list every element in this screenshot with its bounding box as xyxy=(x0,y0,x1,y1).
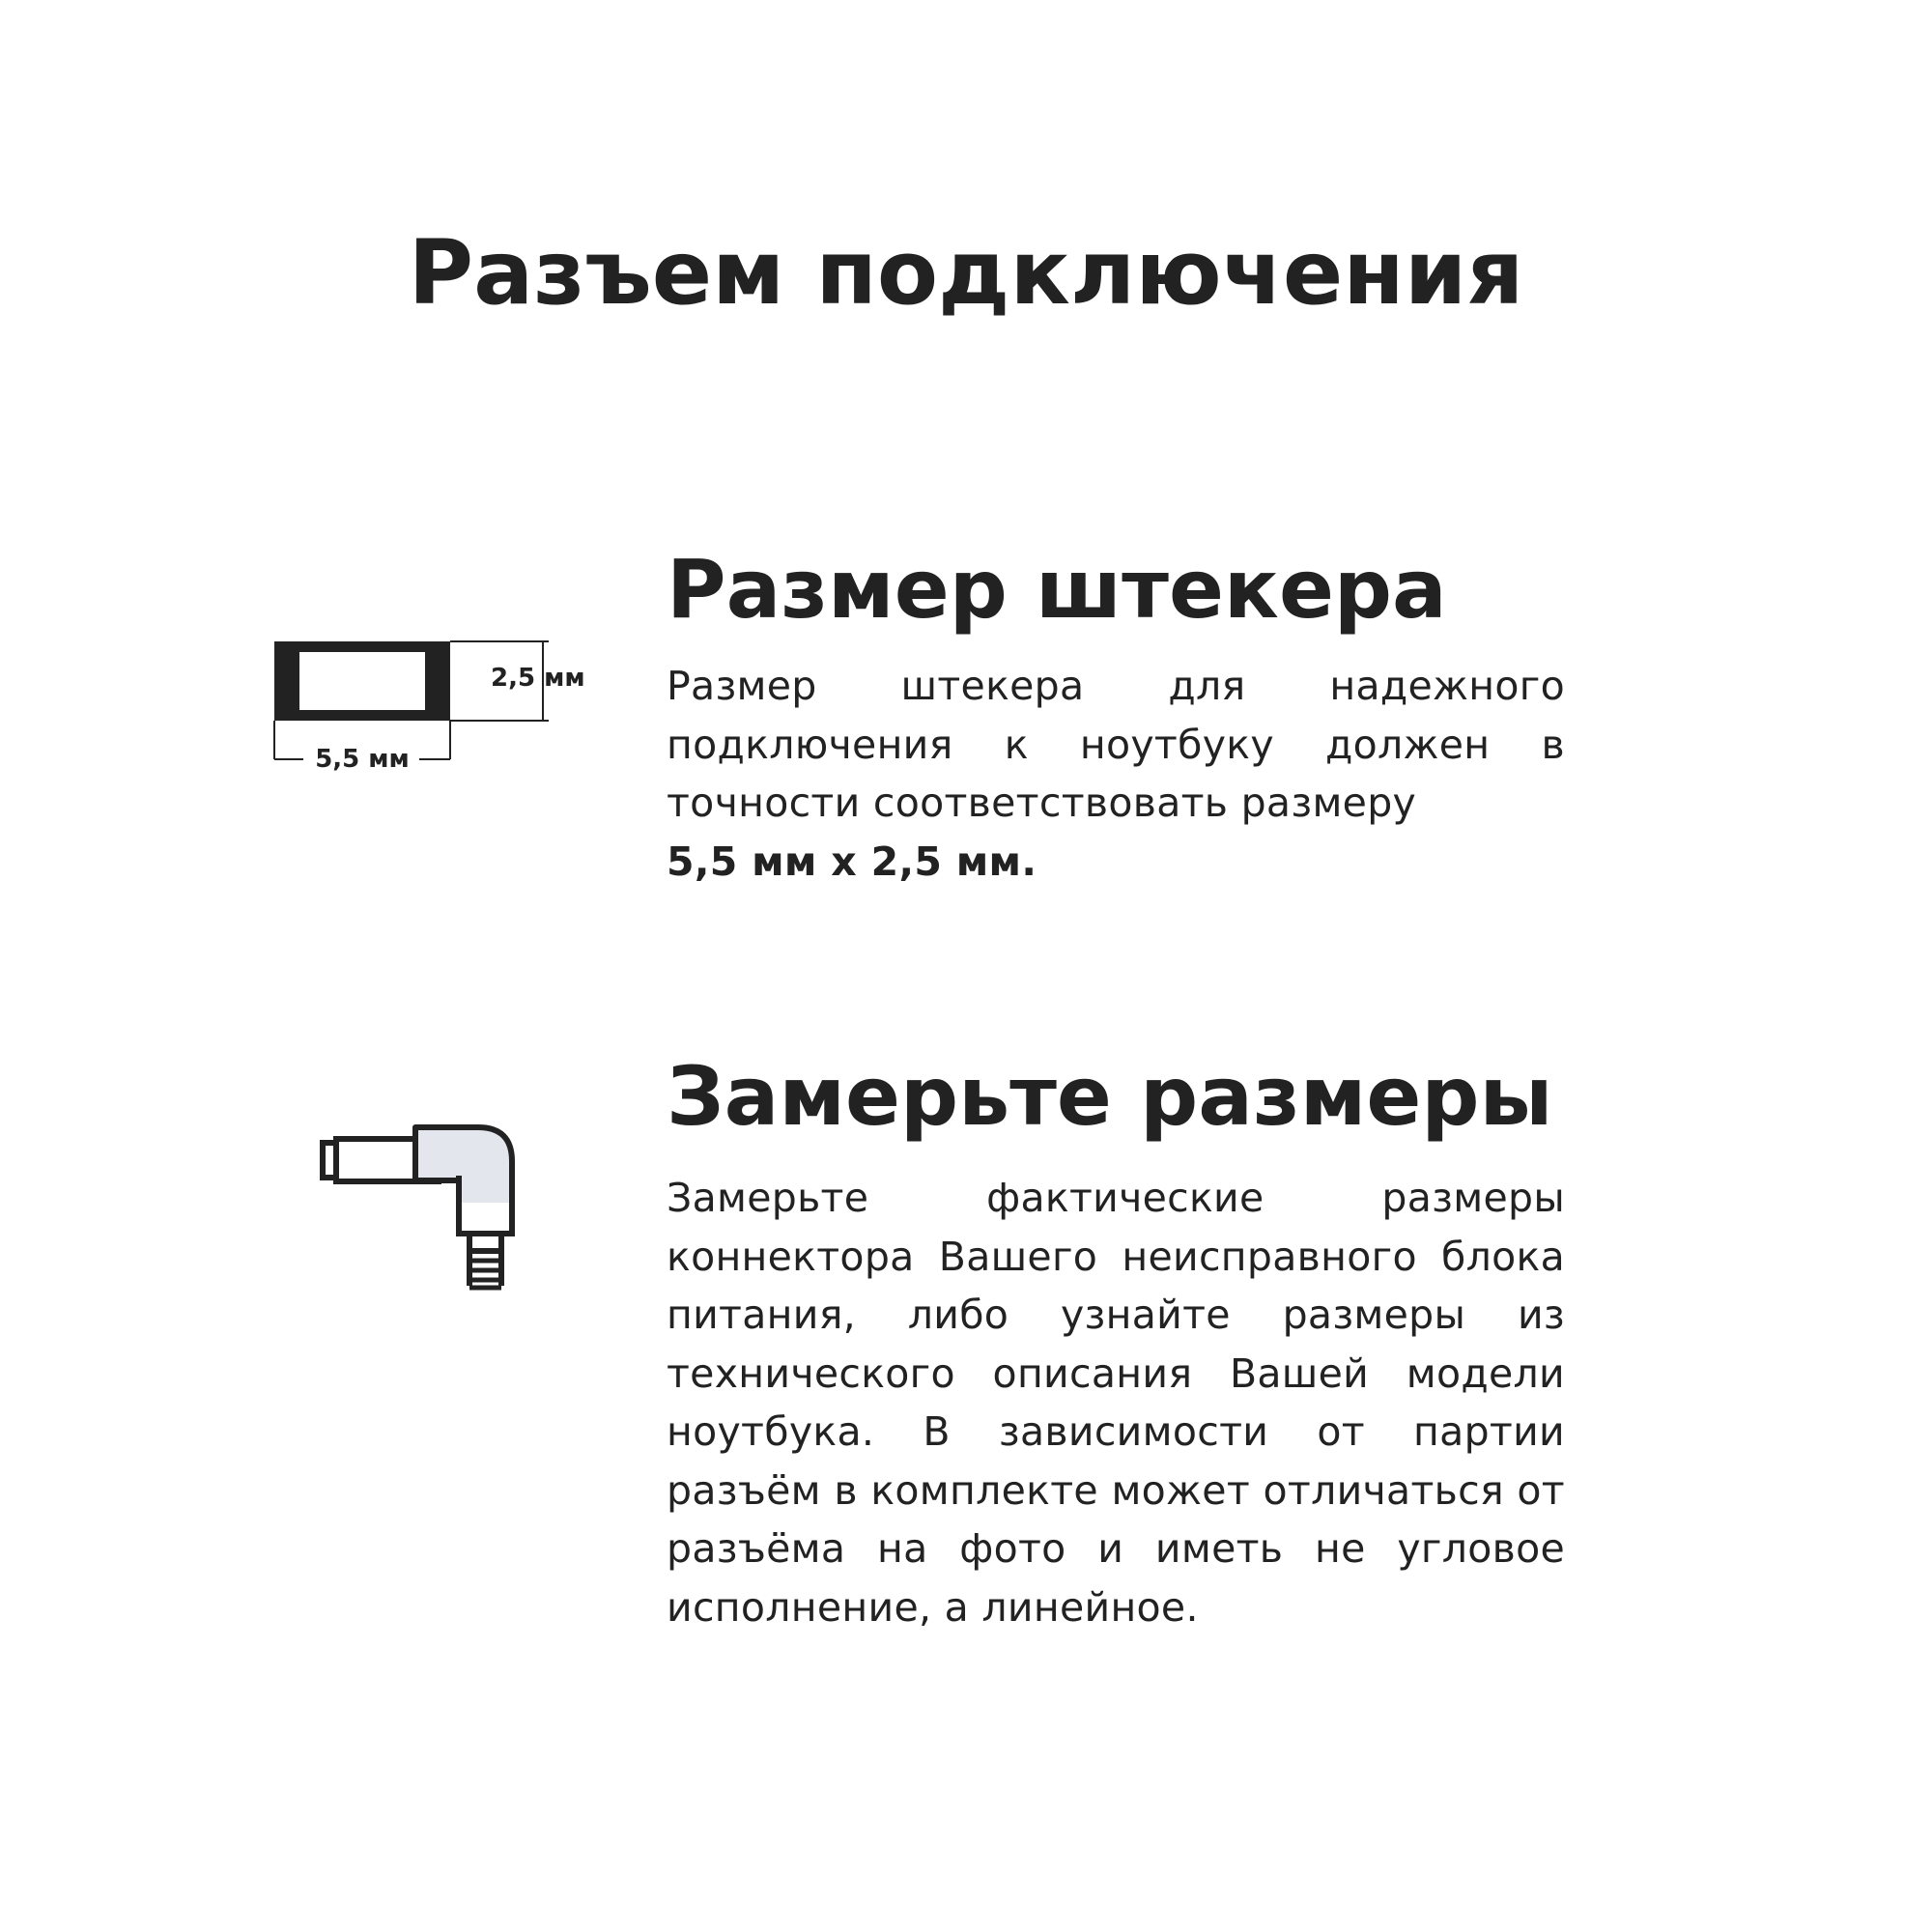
plug-size-description: Размер штекера для надежного подключения к ноутбуку должен в точности соответствовать размеру xyxy=(667,663,1565,826)
plug-dimensions-icon xyxy=(261,628,609,782)
measure-title: Замерьте размеры xyxy=(667,1049,1553,1144)
plug-size-title: Размер штекера xyxy=(667,542,1447,637)
page-title: Разъем подключения xyxy=(408,221,1524,325)
height-dimension-label: 2,5 мм xyxy=(491,664,585,693)
plug-size-value: 5,5 мм х 2,5 мм. xyxy=(667,838,1037,885)
angled-dc-plug-icon xyxy=(309,1116,541,1299)
measure-text: Замерьте фактические размеры коннектора Вашего неисправного блока питания, либо узнайте размеры из технического описания Вашей модели ноутбука. В зависимости от партии разъём в комплекте может отличаться от разъёма на фото и иметь не угловое исполнение, а линейное. xyxy=(667,1175,1565,1631)
width-dimension-label: 5,5 мм xyxy=(315,745,410,774)
plug-size-text xyxy=(667,657,1565,891)
